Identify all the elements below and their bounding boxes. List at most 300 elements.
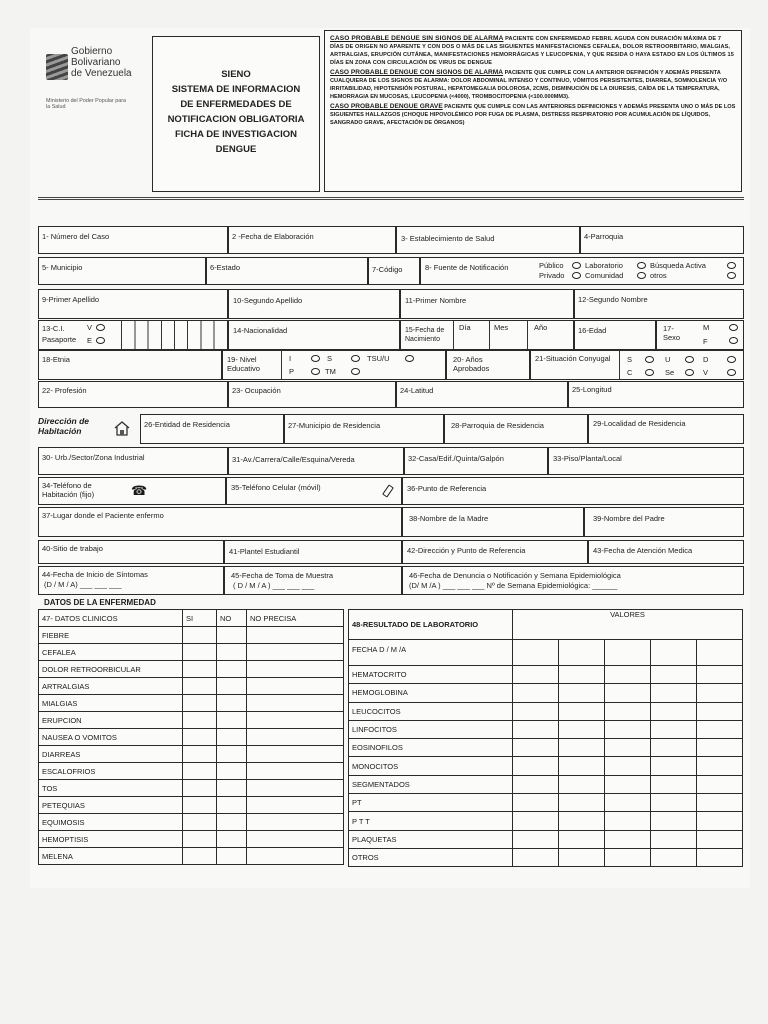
lab-test-label: LEUCOCITOS (349, 702, 513, 720)
field-label: 11-Primer Nombre (405, 296, 467, 305)
radio-marital-u[interactable] (685, 356, 694, 363)
lab-value-cell[interactable] (559, 830, 605, 848)
symptom-si-cell[interactable] (183, 831, 217, 848)
title-line: FICHA DE INVESTIGACION (174, 129, 298, 140)
radio-extra-2[interactable] (727, 272, 736, 279)
lab-value-cell[interactable] (605, 666, 651, 684)
id-digit-cells (109, 321, 227, 349)
symptom-si-cell[interactable] (183, 695, 217, 712)
field-label: 5- Municipio (42, 263, 83, 272)
field-second-name[interactable] (574, 289, 744, 319)
lab-value-cell[interactable] (605, 812, 651, 830)
field-health-facility[interactable] (396, 226, 580, 254)
lab-value-cell[interactable] (605, 720, 651, 738)
field-label: 42-Dirección y Punto de Referencia (407, 546, 526, 555)
symptom-label: NAUSEA O VOMITOS (39, 729, 183, 746)
table-row (349, 702, 743, 720)
field-age[interactable] (574, 320, 656, 350)
field-label: 35-Teléfono Celular (móvil) (231, 483, 321, 492)
symptom-label: EQUIMOSIS (39, 814, 183, 831)
lab-test-label: P T T (349, 812, 513, 830)
field-nationality[interactable] (228, 320, 400, 350)
birth-month-cell[interactable] (489, 321, 527, 349)
lab-value-cell[interactable] (559, 684, 605, 702)
field-municipality[interactable] (38, 257, 206, 285)
symptom-label: DOLOR RETROORBICULAR (39, 661, 183, 678)
symptom-no-cell[interactable] (217, 661, 247, 678)
field-notification-date[interactable] (402, 566, 744, 595)
radio-edu-tm[interactable] (351, 368, 360, 375)
radio-id-v[interactable] (96, 324, 105, 331)
lab-value-cell[interactable] (651, 812, 697, 830)
field-mother-name[interactable] (402, 507, 584, 537)
lab-value-cell[interactable] (605, 830, 651, 848)
title-box (152, 36, 320, 192)
symptom-no-cell[interactable] (217, 763, 247, 780)
field-label: Año (534, 323, 548, 332)
definition-term: CASO PROBABLE DENGUE CON SIGNOS DE ALARMA (330, 69, 504, 76)
logo-box (40, 36, 152, 192)
table-row (39, 661, 344, 678)
lab-value-cell[interactable] (651, 720, 697, 738)
symptom-si-cell[interactable] (183, 644, 217, 661)
field-label: 31-Av./Carrera/Calle/Esquina/Vereda (232, 455, 355, 464)
lab-value-cell[interactable] (697, 794, 743, 812)
field-elaboration-date[interactable] (228, 226, 396, 254)
lab-value-cell[interactable] (559, 812, 605, 830)
lab-value-cell[interactable] (651, 640, 697, 666)
column-header: 47- DATOS CLINICOS (39, 610, 183, 627)
field-label: 39-Nombre del Padre (593, 514, 665, 523)
table-header-row (349, 610, 743, 640)
lab-value-cell[interactable] (559, 720, 605, 738)
option-label: Comunidad (585, 271, 624, 280)
symptom-label: TOS (39, 780, 183, 797)
symptom-si-cell[interactable] (183, 780, 217, 797)
radio-marital-se[interactable] (685, 369, 694, 376)
field-label: 23- Ocupación (232, 386, 281, 395)
radio-busqueda-activa[interactable] (637, 262, 646, 269)
ministry-text: Ministerio del Poder Popular para la Salud (46, 98, 127, 111)
symptom-no-precisa-cell[interactable] (247, 644, 344, 661)
lab-test-label: EOSINOFILOS (349, 739, 513, 757)
lab-value-cell[interactable] (651, 757, 697, 775)
symptom-label: PETEQUIAS (39, 797, 183, 814)
marital-divider (619, 351, 620, 379)
lab-value-cell[interactable] (605, 757, 651, 775)
address-section-title: Dirección de Habitación (38, 416, 90, 436)
option-label: Público (539, 261, 564, 270)
field-reference-point[interactable] (402, 477, 744, 505)
lab-value-cell[interactable] (559, 702, 605, 720)
option-label: P (289, 367, 295, 376)
lab-value-cell[interactable] (651, 739, 697, 757)
symptom-si-cell[interactable] (183, 661, 217, 678)
field-education-level (222, 350, 446, 380)
lab-value-cell[interactable] (559, 848, 605, 866)
field-label: (D / M / A) ___ ___ ___ (44, 580, 122, 589)
radio-sex-m[interactable] (729, 324, 738, 331)
lab-results-table (348, 609, 743, 867)
field-home-phone[interactable] (38, 477, 226, 505)
field-second-surname[interactable] (228, 289, 400, 319)
flag-logo-icon (46, 54, 68, 80)
table-row (39, 644, 344, 661)
lab-value-cell[interactable] (605, 640, 651, 666)
field-residence-municipality[interactable] (284, 414, 444, 444)
radio-marital-v[interactable] (727, 369, 736, 376)
field-label: 18-Etnia (42, 355, 70, 364)
radio-marital-d[interactable] (727, 356, 736, 363)
field-label: 32-Casa/Edif./Quinta/Galpón (408, 454, 504, 463)
field-latitude[interactable] (396, 381, 568, 408)
lab-value-cell[interactable] (513, 666, 559, 684)
lab-value-cell[interactable] (513, 640, 559, 666)
radio-edu-tsu[interactable] (405, 355, 414, 362)
option-label: Privado (539, 271, 565, 280)
radio-marital-c[interactable] (645, 369, 654, 376)
option-label: U (665, 355, 671, 364)
symptom-no-cell[interactable] (217, 678, 247, 695)
field-label: 46-Fecha de Denuncia o Notificación y Semana Epidemiológica (409, 571, 621, 580)
radio-edu-s[interactable] (351, 355, 360, 362)
lab-value-cell[interactable] (513, 757, 559, 775)
symptom-no-cell[interactable] (217, 797, 247, 814)
field-state[interactable] (206, 257, 368, 285)
option-label: I (289, 354, 292, 363)
field-label: 4-Parroquia (584, 232, 624, 241)
option-label: TSU/U (367, 354, 390, 363)
field-label: 27-Municipio de Residencia (288, 421, 381, 430)
option-label: S (327, 354, 333, 363)
field-ethnicity[interactable] (38, 350, 222, 380)
symptom-no-cell[interactable] (217, 627, 247, 644)
lab-value-cell[interactable] (697, 812, 743, 830)
field-floor[interactable] (548, 447, 744, 475)
table-row (349, 684, 743, 702)
definitions-box (324, 30, 742, 192)
field-address-reference[interactable] (402, 540, 588, 564)
field-longitude[interactable] (568, 381, 744, 408)
field-residence-parish[interactable] (444, 414, 588, 444)
lab-value-cell[interactable] (697, 757, 743, 775)
lab-value-cell[interactable] (605, 702, 651, 720)
lab-value-cell[interactable] (651, 794, 697, 812)
lab-value-cell[interactable] (651, 848, 697, 866)
field-workplace[interactable] (38, 540, 224, 564)
field-label: 7-Código (372, 265, 403, 274)
lab-value-cell[interactable] (651, 775, 697, 793)
table-row (349, 794, 743, 812)
field-symptom-onset-date[interactable] (38, 566, 224, 595)
symptom-label: FIEBRE (39, 627, 183, 644)
column-header: 48-RESULTADO DE LABORATORIO (349, 610, 513, 640)
lab-value-cell[interactable] (559, 666, 605, 684)
lab-value-cell[interactable] (559, 757, 605, 775)
symptom-no-cell[interactable] (217, 848, 247, 865)
lab-test-label: HEMATOCRITO (349, 666, 513, 684)
field-profession[interactable] (38, 381, 228, 408)
field-label: 9-Primer Apellido (42, 295, 100, 304)
option-label: V (87, 323, 93, 332)
field-label: 33-Piso/Planta/Local (553, 454, 622, 463)
lab-value-cell[interactable] (697, 702, 743, 720)
option-label: F (703, 337, 708, 346)
symptom-no-cell[interactable] (217, 712, 247, 729)
lab-test-label: PLAQUETAS (349, 830, 513, 848)
lab-value-cell[interactable] (697, 739, 743, 757)
symptom-no-precisa-cell[interactable] (247, 831, 344, 848)
field-residence-entity[interactable] (140, 414, 284, 444)
field-label: 22- Profesión (42, 386, 87, 395)
field-first-surname[interactable] (38, 289, 228, 319)
radio-laboratorio[interactable] (572, 262, 581, 269)
field-id-passport[interactable] (38, 320, 228, 350)
radio-edu-i[interactable] (311, 355, 320, 362)
symptom-no-precisa-cell[interactable] (247, 797, 344, 814)
table-row (39, 627, 344, 644)
field-urbanization[interactable] (38, 447, 228, 475)
birth-day-cell[interactable] (453, 321, 489, 349)
field-father-name[interactable] (584, 507, 744, 537)
form-title (153, 67, 319, 157)
title-line: SISTEMA DE INFORMACION (171, 84, 301, 95)
lab-value-cell[interactable] (697, 830, 743, 848)
lab-value-cell[interactable] (651, 702, 697, 720)
lab-value-cell[interactable] (605, 794, 651, 812)
table-row (349, 739, 743, 757)
field-label: 14-Nacionalidad (233, 326, 288, 335)
symptom-no-precisa-cell[interactable] (247, 848, 344, 865)
field-illness-place[interactable] (38, 507, 402, 537)
title-line: DENGUE (215, 144, 257, 155)
symptom-no-precisa-cell[interactable] (247, 695, 344, 712)
symptom-si-cell[interactable] (183, 729, 217, 746)
symptom-no-cell[interactable] (217, 729, 247, 746)
symptom-no-precisa-cell[interactable] (247, 763, 344, 780)
field-label: Día (459, 323, 471, 332)
lab-value-cell[interactable] (605, 684, 651, 702)
field-label: 8- Fuente de Notificación (425, 263, 509, 272)
edu-divider (281, 351, 282, 379)
table-row (39, 797, 344, 814)
field-label: 3- Establecimiento de Salud (401, 234, 495, 243)
lab-value-cell[interactable] (651, 684, 697, 702)
definition-term: CASO PROBABLE DENGUE SIN SIGNOS DE ALARMA (330, 35, 504, 42)
symptom-label: ESCALOFRIOS (39, 763, 183, 780)
field-label: 1- Número del Caso (42, 232, 110, 241)
column-header: SI (183, 610, 217, 627)
lab-value-cell[interactable] (559, 640, 605, 666)
lab-value-cell[interactable] (605, 775, 651, 793)
option-label: S (627, 355, 633, 364)
symptom-no-cell[interactable] (217, 780, 247, 797)
symptom-no-precisa-cell[interactable] (247, 712, 344, 729)
lab-value-cell[interactable] (697, 848, 743, 866)
symptom-no-cell[interactable] (217, 814, 247, 831)
field-occupation[interactable] (228, 381, 396, 408)
lab-value-cell[interactable] (697, 775, 743, 793)
symptom-si-cell[interactable] (183, 627, 217, 644)
definition-text: PACIENTE CON ENFERMEDAD FEBRIL AGUDA CON DURACIÓN MÁXIMA DE 7 DÍAS DE ORIGEN NO APARENTE Y CON DOS O MÁS DE LAS SIGUIENTES MANIFESTACIONES CEFALEA, DOLOR RETROORBITARIO, MIALGIAS, ARTRALGIAS, ERUPCIÓN CUTÁNEA, MANIFESTACIONES HEMORRÁGICAS Y LEUCOPENIA, Y QUE RESIDA O HAYA ESTADO EN LOS ÚLTIMOS 15 DÍAS EN ZONA CON CIRCULACIÓN DE VIRUS DE DENGUE (330, 36, 734, 66)
clinical-data-table (38, 609, 344, 865)
field-avenue-street[interactable] (228, 447, 404, 475)
field-parish[interactable] (580, 226, 744, 254)
symptom-si-cell[interactable] (183, 746, 217, 763)
lab-value-cell[interactable] (513, 775, 559, 793)
radio-edu-p[interactable] (311, 368, 320, 375)
symptom-no-cell[interactable] (217, 644, 247, 661)
symptom-si-cell[interactable] (183, 848, 217, 865)
radio-otros[interactable] (637, 272, 646, 279)
table-row (39, 814, 344, 831)
symptom-label: ARTRALGIAS (39, 678, 183, 695)
field-medical-attention-date[interactable] (588, 540, 744, 564)
symptom-si-cell[interactable] (183, 814, 217, 831)
lab-value-cell[interactable] (513, 720, 559, 738)
field-case-number[interactable] (38, 226, 228, 254)
field-first-name[interactable] (400, 289, 574, 319)
table-row (39, 763, 344, 780)
radio-comunidad[interactable] (572, 272, 581, 279)
logo-line-2: Bolivariano (71, 57, 121, 68)
column-header: VALORES (513, 610, 743, 640)
telephone-icon: ☎ (131, 483, 148, 498)
symptom-si-cell[interactable] (183, 678, 217, 695)
house-icon (114, 420, 130, 436)
field-marital-status (530, 350, 744, 380)
table-row (39, 848, 344, 865)
symptom-si-cell[interactable] (183, 797, 217, 814)
field-label: 20- Años Aprobados (453, 355, 490, 373)
field-label: 29-Localidad de Residencia (593, 419, 686, 428)
symptom-label: CEFALEA (39, 644, 183, 661)
symptom-no-precisa-cell[interactable] (247, 627, 344, 644)
lab-test-label: LINFOCITOS (349, 720, 513, 738)
definition-3 (330, 103, 736, 127)
radio-extra-1[interactable] (727, 262, 736, 269)
field-label: 43-Fecha de Atención Medica (593, 546, 693, 555)
field-code[interactable] (368, 257, 420, 285)
field-label: 44-Fecha de Inicio de Síntomas (42, 570, 148, 579)
field-years-approved[interactable] (446, 350, 530, 380)
symptom-label: MELENA (39, 848, 183, 865)
radio-id-e[interactable] (96, 337, 105, 344)
symptom-label: HEMOPTISIS (39, 831, 183, 848)
lab-value-cell[interactable] (559, 739, 605, 757)
radio-marital-s[interactable] (645, 356, 654, 363)
lab-value-cell[interactable] (605, 739, 651, 757)
title-line: NOTIFICACION OBLIGATORIA (167, 114, 305, 125)
lab-test-label: PT (349, 794, 513, 812)
lab-test-label: FECHA D / M /A (349, 640, 513, 666)
symptom-no-precisa-cell[interactable] (247, 729, 344, 746)
lab-test-label: OTROS (349, 848, 513, 866)
field-label: 2 -Fecha de Elaboración (232, 232, 314, 241)
symptom-no-precisa-cell[interactable] (247, 780, 344, 797)
lab-value-cell[interactable] (651, 666, 697, 684)
definition-term: CASO PROBABLE DENGUE GRAVE (330, 103, 443, 110)
option-label: M (703, 323, 710, 332)
lab-value-cell[interactable] (513, 684, 559, 702)
lab-value-cell[interactable] (513, 830, 559, 848)
field-residence-locality[interactable] (588, 414, 744, 444)
column-header: NO PRECISA (247, 610, 344, 627)
lab-value-cell[interactable] (697, 666, 743, 684)
field-label: 15-Fecha de Nacimiento (405, 327, 445, 343)
symptom-no-cell[interactable] (217, 695, 247, 712)
field-label: 21-Situación Conyugal (535, 354, 611, 363)
symptom-label: MIALGIAS (39, 695, 183, 712)
field-label: 24-Latitud (400, 386, 434, 395)
lab-value-cell[interactable] (513, 702, 559, 720)
lab-test-label: MONOCITOS (349, 757, 513, 775)
table-row (39, 729, 344, 746)
field-notification-source (420, 257, 744, 285)
logo-line-1: Gobierno (71, 46, 113, 57)
symptom-no-precisa-cell[interactable] (247, 814, 344, 831)
logo-line-3: de Venezuela (71, 68, 132, 79)
definition-text: PACIENTE QUE CUMPLE CON LA ANTERIOR DEFINICIÓN Y ADEMÁS PRESENTA CUALQUIERA DE LOS SIGNOS DE ALARMA: DOLOR ABDOMINAL INTENSO Y CONTINUO, VÓMITOS PERSISTENTES, DIARREA, SOMNOLENCIA Y/O IRRITABILIDAD, HIPOTENSIÓN POSTURAL, HEPATOMEGALIA DOLOROSA, 2CMS, DISMINUCIÓN DE LA DIURESIS, CAÍDA DE LA TEMPERATURA, HEMORRAGIA EN MUCOSAS, LEUCOPENIA (<4000), TROMBOCITOPENIA (<100.000MM3). (330, 70, 728, 100)
field-school[interactable] (224, 540, 402, 564)
lab-value-cell[interactable] (513, 848, 559, 866)
symptom-no-cell[interactable] (217, 831, 247, 848)
symptom-si-cell[interactable] (183, 712, 217, 729)
field-label: 38-Nombre de la Madre (409, 514, 489, 523)
table-row (349, 720, 743, 738)
field-house-building[interactable] (404, 447, 548, 475)
symptom-no-precisa-cell[interactable] (247, 661, 344, 678)
title-line: DE ENFERMEDADES DE (180, 99, 292, 110)
option-label: TM (325, 367, 336, 376)
symptom-no-precisa-cell[interactable] (247, 746, 344, 763)
lab-value-cell[interactable] (697, 720, 743, 738)
lab-value-cell[interactable] (697, 684, 743, 702)
field-sample-date[interactable] (224, 566, 402, 595)
table-row (349, 775, 743, 793)
field-label: 13-C.I. (42, 324, 65, 333)
field-label: 36-Punto de Referencia (407, 484, 487, 493)
lab-value-cell[interactable] (513, 794, 559, 812)
field-birth-date[interactable] (400, 320, 574, 350)
lab-value-cell[interactable] (605, 848, 651, 866)
symptom-label: DIARREAS (39, 746, 183, 763)
table-row (39, 746, 344, 763)
lab-value-cell[interactable] (697, 640, 743, 666)
option-label: otros (650, 271, 667, 280)
field-label: ( D / M / A ) ___ ___ ___ (233, 581, 315, 590)
field-mobile-phone[interactable] (226, 477, 402, 505)
symptom-no-cell[interactable] (217, 746, 247, 763)
lab-value-cell[interactable] (651, 830, 697, 848)
symptom-si-cell[interactable] (183, 763, 217, 780)
field-label: 34-Teléfono de Habitación (fijo) (42, 481, 95, 499)
field-label: 30- Urb./Sector/Zona Industrial (42, 453, 145, 462)
lab-value-cell[interactable] (513, 812, 559, 830)
definition-1 (330, 35, 736, 67)
table-row (39, 712, 344, 729)
radio-sex-f[interactable] (729, 337, 738, 344)
field-label: 16-Edad (578, 326, 607, 335)
table-row (349, 666, 743, 684)
symptom-no-precisa-cell[interactable] (247, 678, 344, 695)
birth-year-cell[interactable] (527, 321, 573, 349)
lab-value-cell[interactable] (559, 794, 605, 812)
field-label: 25-Longitud (572, 385, 612, 394)
field-label: 17- Sexo (663, 324, 681, 342)
lab-value-cell[interactable] (513, 739, 559, 757)
lab-value-cell[interactable] (559, 775, 605, 793)
